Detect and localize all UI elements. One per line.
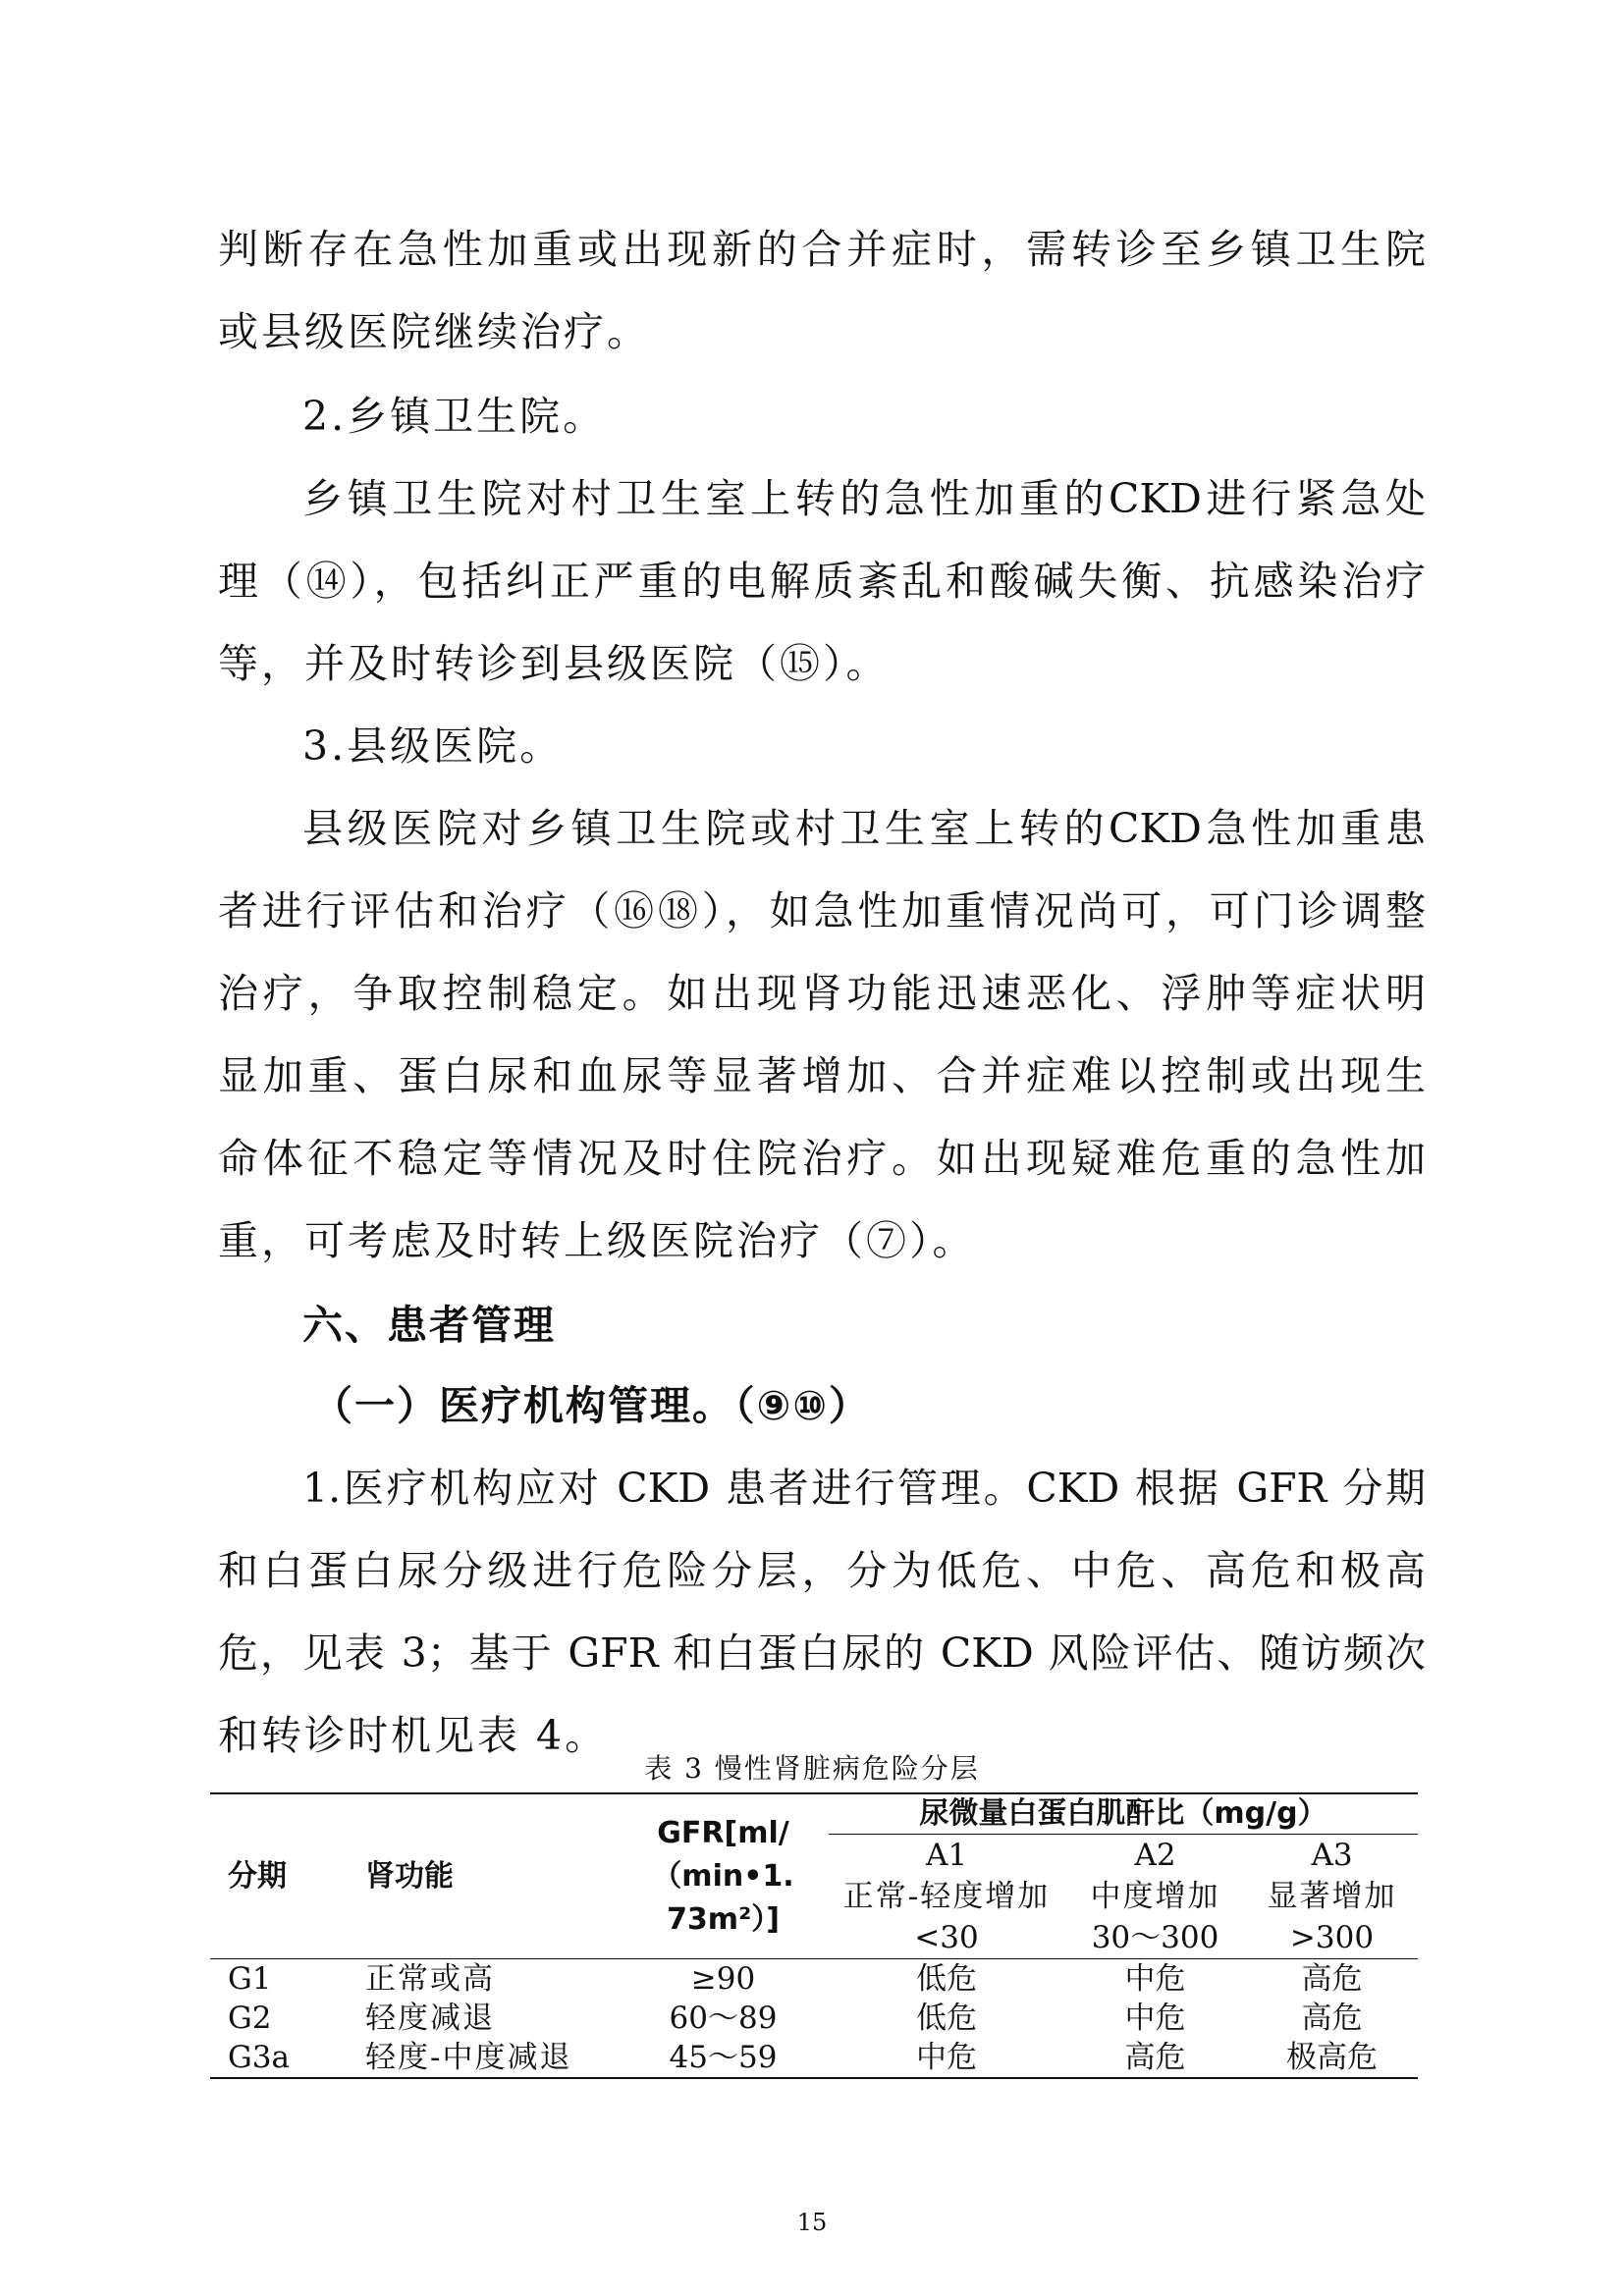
header-a3-range: >300 — [1246, 1917, 1418, 1959]
cell-stage: G1 — [228, 1961, 272, 1997]
paragraph-line: 1.医疗机构应对 CKD 患者进行管理。CKD 根据 GFR 分期 — [302, 1465, 1426, 1512]
table-row — [210, 1999, 1418, 2038]
cell-function: 正常或高 — [365, 1961, 495, 1997]
cell-gfr: ≥90 — [690, 1961, 756, 1997]
header-a1-desc: 正常-轻度增加 — [842, 1879, 1051, 1914]
cell-gfr: 60～89 — [669, 2001, 778, 2036]
cell-a3: 极高危 — [1246, 2038, 1418, 2078]
header-gfr-line: （min•1. — [652, 1858, 794, 1894]
paragraph-line: 理（⑭），包括纠正严重的电解质紊乱和酸碱失衡、抗感染治疗 — [218, 558, 1426, 605]
paragraph-line: 者进行评估和治疗（⑯⑱），如急性加重情况尚可，可门诊调整 — [218, 887, 1426, 934]
paragraph-line: 显加重、蛋白尿和血尿等显著增加、合并症难以控制或出现生 — [218, 1052, 1426, 1099]
cell-gfr: 45～59 — [618, 2038, 829, 2078]
paragraph-line: 治疗，争取控制稳定。如出现肾功能迅速恶化、浮肿等症状明 — [218, 970, 1426, 1017]
cell-a2: 中危 — [1124, 1961, 1186, 1997]
paragraph-line: 县级医院对乡镇卫生院或村卫生室上转的CKD急性加重患 — [302, 805, 1426, 852]
cell-a2: 中危 — [1124, 2001, 1186, 2036]
cell-a1: 低危 — [916, 1961, 977, 1997]
header-acr-group: 尿微量白蛋白肌酐比（mg/g） — [829, 1793, 1418, 1835]
header-a3-desc: 显著增加 — [1267, 1879, 1397, 1914]
paragraph-line: 危，见表 3；基于 GFR 和白蛋白尿的 CKD 风险评估、随访频次 — [218, 1629, 1426, 1677]
table-row — [210, 2038, 1418, 2078]
paragraph-line: 等，并及时转诊到县级医院（⑮）。 — [218, 640, 890, 687]
header-a3-code: A3 — [1311, 1838, 1353, 1873]
cell-a3: 高危 — [1301, 2001, 1363, 2036]
header-gfr-line: GFR[ml/ — [657, 1815, 789, 1850]
risk-stratification-table — [210, 1792, 1418, 2079]
header-a2-code: A2 — [1134, 1838, 1176, 1873]
cell-function: 轻度-中度减退 — [348, 2038, 618, 2078]
cell-a2: 高危 — [1064, 2038, 1246, 2078]
header-a2-range: 30～300 — [1064, 1917, 1246, 1959]
cell-stage: G3a — [210, 2038, 348, 2078]
paragraph-line: 和转诊时机见表 4。 — [218, 1712, 609, 1759]
header-kidney-function: 肾功能 — [348, 1793, 618, 1959]
paragraph-line: 重，可考虑及时转上级医院治疗（⑦）。 — [218, 1217, 976, 1264]
cell-a1: 中危 — [829, 2038, 1064, 2078]
section-heading: 3.县级医院。 — [302, 722, 564, 770]
cell-a1: 低危 — [916, 2001, 977, 2036]
header-a2-desc: 中度增加 — [1090, 1879, 1220, 1914]
table-caption: 表 3 慢性肾脏病危险分层 — [644, 1752, 980, 1785]
subsection-heading: （一）医疗机构管理。（⑨⑩） — [312, 1382, 871, 1429]
header-stage: 分期 — [210, 1793, 348, 1959]
header-gfr-line: 73m²）] — [667, 1901, 780, 1937]
paragraph-line: 乡镇卫生院对村卫生室上转的急性加重的CKD进行紧急处 — [302, 475, 1426, 522]
table-row — [210, 1959, 1418, 2000]
paragraph-line: 和白蛋白尿分级进行危险分层，分为低危、中危、高危和极高 — [218, 1547, 1426, 1594]
chapter-heading: 六、患者管理 — [302, 1302, 556, 1349]
header-gfr — [618, 1793, 829, 1959]
cell-stage: G2 — [228, 2001, 272, 2036]
header-a1-range: <30 — [829, 1917, 1064, 1959]
section-heading: 2.乡镇卫生院。 — [302, 393, 607, 440]
paragraph-line: 命体征不稳定等情况及时住院治疗。如出现疑难危重的急性加 — [218, 1135, 1426, 1182]
cell-function: 轻度减退 — [365, 2001, 495, 2036]
page-number: 15 — [796, 2209, 828, 2236]
cell-a3: 高危 — [1301, 1961, 1363, 1997]
paragraph-line: 判断存在急性加重或出现新的合并症时，需转诊至乡镇卫生院 — [218, 226, 1426, 273]
paragraph-line: 或县级医院继续治疗。 — [218, 308, 650, 355]
header-a1-code: A1 — [925, 1838, 968, 1873]
